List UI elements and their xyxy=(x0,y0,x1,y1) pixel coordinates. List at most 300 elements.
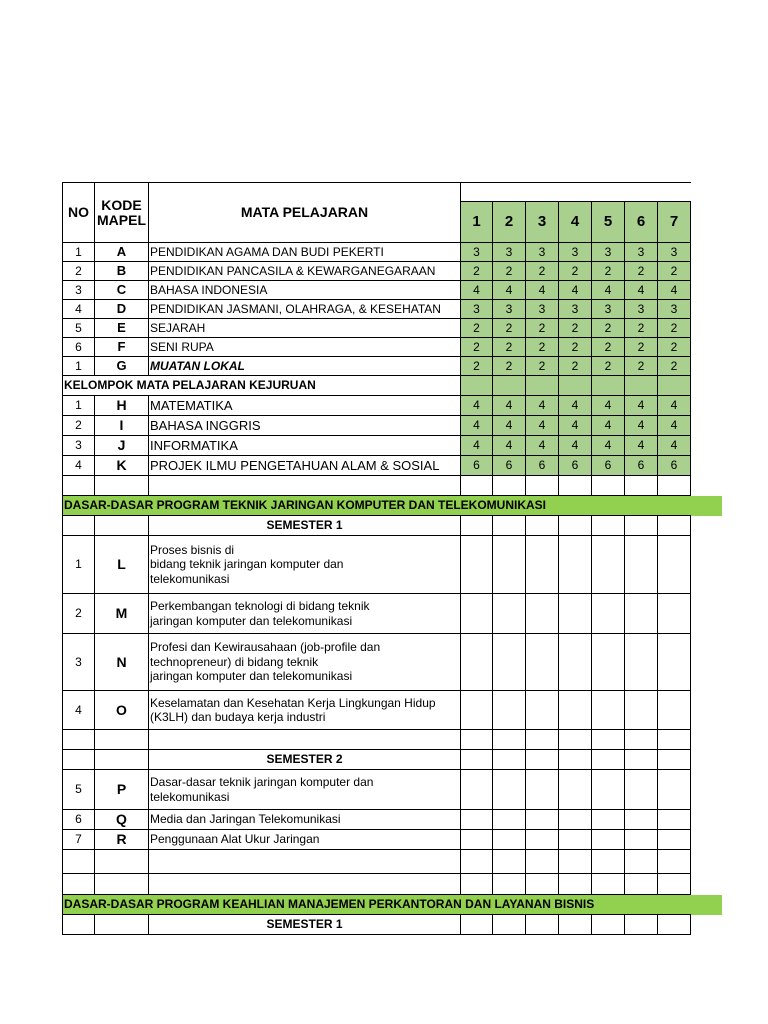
empty-cell xyxy=(461,634,493,691)
jp-value: 4 xyxy=(559,436,592,456)
subject-name: PENDIDIKAN PANCASILA & KEWARGANEGARAAN xyxy=(149,262,461,281)
row-number: 4 xyxy=(63,691,95,730)
jp-value: 2 xyxy=(592,319,625,338)
empty-cell xyxy=(63,516,95,536)
jp-value: 4 xyxy=(461,436,493,456)
empty-cell xyxy=(63,915,95,935)
program-band-row xyxy=(63,496,691,516)
empty-cell xyxy=(658,634,691,691)
empty-cell xyxy=(559,874,592,895)
empty-cell xyxy=(461,874,493,895)
empty-cell xyxy=(658,850,691,874)
subject-row xyxy=(63,634,691,691)
empty-cell xyxy=(493,810,526,830)
subject-name xyxy=(149,536,461,594)
jp-value: 2 xyxy=(625,357,658,376)
mplb-program-title: DASAR-DASAR PROGRAM KEAHLIAN MANAJEMEN PERKANTORAN DAN LAYANAN BISNIS xyxy=(63,895,691,915)
empty-cell xyxy=(625,770,658,810)
empty-cell xyxy=(493,830,526,850)
empty-cell xyxy=(493,850,526,874)
kode-mapel-header xyxy=(95,183,149,243)
empty-cell xyxy=(625,691,658,730)
jp-value: 3 xyxy=(559,243,592,262)
jp-value: 3 xyxy=(559,300,592,319)
empty-cell xyxy=(461,730,493,750)
mapel-label: MAPEL xyxy=(97,211,146,228)
jp-value: 4 xyxy=(526,281,559,300)
jp-value: 3 xyxy=(461,300,493,319)
jp-value: 6 xyxy=(658,456,691,476)
empty-cell xyxy=(493,691,526,730)
kode-mapel: F xyxy=(95,338,149,357)
subject-row xyxy=(63,243,691,262)
empty-cell xyxy=(592,730,625,750)
semester-number-2: 2 xyxy=(493,202,526,243)
empty-cell xyxy=(63,730,95,750)
subject-row xyxy=(63,338,691,357)
subject-name-line: (K3LH) dan budaya kerja industri xyxy=(150,710,326,724)
row-number: 2 xyxy=(63,262,95,281)
subject-name-line: technopreneur) di bidang teknik xyxy=(150,654,319,669)
empty-cell xyxy=(658,376,691,396)
jp-value: 2 xyxy=(526,262,559,281)
empty-cell xyxy=(63,750,95,770)
empty-cell xyxy=(526,770,559,810)
kode-label: KODE xyxy=(101,196,142,213)
subject-name-line: jaringan komputer dan telekomunikasi xyxy=(150,669,353,684)
subject-name-line: Penggunaan Alat Ukur Jaringan xyxy=(150,832,320,847)
jp-value: 2 xyxy=(493,319,526,338)
empty-cell xyxy=(592,850,625,874)
row-number: 1 xyxy=(63,396,95,416)
group-row xyxy=(63,376,691,396)
empty-cell xyxy=(592,634,625,691)
empty-cell xyxy=(592,376,625,396)
empty-cell xyxy=(658,516,691,536)
no-header: NO xyxy=(63,183,95,243)
jp-value: 3 xyxy=(526,300,559,319)
row-number: 7 xyxy=(63,830,95,850)
empty-cell xyxy=(63,476,95,496)
kode-mapel: H xyxy=(95,396,149,416)
blank-row xyxy=(63,476,691,496)
subject-name: MATEMATIKA xyxy=(149,396,461,416)
jp-value: 3 xyxy=(625,243,658,262)
subject-name: INFORMATIKA xyxy=(149,436,461,456)
empty-cell xyxy=(658,770,691,810)
empty-cell xyxy=(493,750,526,770)
jp-value: 4 xyxy=(592,436,625,456)
kode-mapel: O xyxy=(95,691,149,730)
jp-value: 6 xyxy=(461,456,493,476)
empty-cell xyxy=(658,830,691,850)
kode-mapel: B xyxy=(95,262,149,281)
empty-cell xyxy=(493,874,526,895)
jp-value: 3 xyxy=(658,300,691,319)
empty-cell xyxy=(559,634,592,691)
semester-number-4: 4 xyxy=(559,202,592,243)
subject-row xyxy=(63,830,691,850)
empty-cell xyxy=(592,770,625,810)
jp-value: 2 xyxy=(658,262,691,281)
empty-cell xyxy=(526,750,559,770)
jp-value: 4 xyxy=(625,281,658,300)
empty-cell xyxy=(658,915,691,935)
jp-value: 6 xyxy=(559,456,592,476)
empty-cell xyxy=(526,476,559,496)
subject-name: BAHASA INDONESIA xyxy=(149,281,461,300)
empty-cell xyxy=(526,810,559,830)
empty-cell xyxy=(658,810,691,830)
empty-cell xyxy=(559,750,592,770)
kode-mapel: R xyxy=(95,830,149,850)
subject-row xyxy=(63,396,691,416)
row-number: 3 xyxy=(63,634,95,691)
jp-value: 4 xyxy=(559,416,592,436)
jp-value: 4 xyxy=(625,396,658,416)
kejuruan-group-label: KELOMPOK MATA PELAJARAN KEJURUAN xyxy=(63,376,461,396)
jp-value: 4 xyxy=(658,281,691,300)
empty-cell xyxy=(461,750,493,770)
row-number: 2 xyxy=(63,416,95,436)
empty-cell xyxy=(461,536,493,594)
subject-row xyxy=(63,357,691,376)
empty-cell xyxy=(592,536,625,594)
empty-cell xyxy=(526,376,559,396)
program-band-row xyxy=(63,895,691,915)
subject-name-line: Keselamatan dan Kesehatan Kerja Lingkungan Hidup xyxy=(150,695,436,710)
jp-value: 4 xyxy=(493,416,526,436)
kode-mapel: J xyxy=(95,436,149,456)
jp-value: 4 xyxy=(559,281,592,300)
jp-value: 4 xyxy=(526,436,559,456)
empty-cell xyxy=(592,691,625,730)
empty-cell xyxy=(493,594,526,634)
subject-row xyxy=(63,281,691,300)
empty-cell xyxy=(559,476,592,496)
header-row xyxy=(63,183,691,202)
jp-value: 2 xyxy=(559,357,592,376)
empty-cell xyxy=(592,830,625,850)
subject-name-line: Media dan Jaringan Telekomunikasi xyxy=(150,812,341,827)
empty-cell xyxy=(526,516,559,536)
empty-cell xyxy=(493,730,526,750)
jp-value: 4 xyxy=(592,281,625,300)
jp-value: 2 xyxy=(658,319,691,338)
row-number: 4 xyxy=(63,456,95,476)
empty-cell xyxy=(493,476,526,496)
jp-value: 2 xyxy=(493,357,526,376)
empty-cell xyxy=(592,750,625,770)
jp-value: 2 xyxy=(658,338,691,357)
empty-cell xyxy=(559,850,592,874)
empty-cell xyxy=(149,874,461,895)
jp-value: 3 xyxy=(658,243,691,262)
empty-cell xyxy=(149,730,461,750)
jp-value: 2 xyxy=(526,357,559,376)
row-number: 1 xyxy=(63,357,95,376)
empty-cell xyxy=(149,850,461,874)
jp-value: 2 xyxy=(493,338,526,357)
empty-cell xyxy=(95,516,149,536)
kode-mapel: K xyxy=(95,456,149,476)
kode-mapel: Q xyxy=(95,810,149,830)
blank-row xyxy=(63,730,691,750)
row-number: 6 xyxy=(63,338,95,357)
kode-mapel: E xyxy=(95,319,149,338)
row-number: 1 xyxy=(63,243,95,262)
empty-cell xyxy=(526,536,559,594)
empty-cell xyxy=(526,634,559,691)
jp-value: 4 xyxy=(526,396,559,416)
jp-value: 2 xyxy=(559,338,592,357)
row-number: 4 xyxy=(63,300,95,319)
subject-row xyxy=(63,436,691,456)
subject-row xyxy=(63,456,691,476)
empty-cell xyxy=(149,476,461,496)
subject-name-line: Dasar-dasar teknik jaringan komputer dan xyxy=(150,775,374,790)
jp-value: 2 xyxy=(658,357,691,376)
jp-value: 2 xyxy=(625,262,658,281)
kode-mapel: I xyxy=(95,416,149,436)
empty-cell xyxy=(95,915,149,935)
empty-cell xyxy=(493,915,526,935)
empty-cell xyxy=(526,915,559,935)
empty-cell xyxy=(625,376,658,396)
empty-cell xyxy=(63,850,95,874)
subject-name xyxy=(149,830,461,850)
row-number: 3 xyxy=(63,281,95,300)
jp-value: 4 xyxy=(658,416,691,436)
jp-value: 3 xyxy=(625,300,658,319)
empty-cell xyxy=(95,476,149,496)
jp-value: 4 xyxy=(658,396,691,416)
subject-name: PROJEK ILMU PENGETAHUAN ALAM & SOSIAL xyxy=(149,456,461,476)
kode-mapel: D xyxy=(95,300,149,319)
subject-row xyxy=(63,810,691,830)
jp-value: 2 xyxy=(493,262,526,281)
kode-mapel: P xyxy=(95,770,149,810)
empty-cell xyxy=(526,874,559,895)
row-number: 2 xyxy=(63,594,95,634)
semester-number-3: 3 xyxy=(526,202,559,243)
subject-name-line: Proses bisnis di xyxy=(150,542,235,557)
empty-cell xyxy=(461,376,493,396)
jp-value: 2 xyxy=(526,338,559,357)
empty-cell xyxy=(461,516,493,536)
subject-name-line: telekomunikasi xyxy=(150,789,230,804)
jp-value: 3 xyxy=(493,300,526,319)
subject-name xyxy=(149,810,461,830)
empty-cell xyxy=(625,536,658,594)
subject-name-line: Profesi dan Kewirausahaan (job-profile dan xyxy=(150,640,381,655)
jp-value: 3 xyxy=(592,300,625,319)
subject-name xyxy=(149,770,461,810)
row-number: 6 xyxy=(63,810,95,830)
jp-value: 4 xyxy=(493,396,526,416)
row-number: 3 xyxy=(63,436,95,456)
subject-name: MUATAN LOKAL xyxy=(149,357,461,376)
subject-name xyxy=(149,594,461,634)
empty-cell xyxy=(658,594,691,634)
jp-value: 2 xyxy=(461,357,493,376)
empty-cell xyxy=(625,594,658,634)
subject-name xyxy=(149,634,461,691)
semester-number-1: 1 xyxy=(461,202,493,243)
empty-cell xyxy=(493,634,526,691)
jp-value: 2 xyxy=(461,262,493,281)
row-number: 5 xyxy=(63,319,95,338)
empty-cell xyxy=(592,810,625,830)
jp-value: 2 xyxy=(592,357,625,376)
subject-name-line: telekomunikasi xyxy=(150,571,230,586)
empty-cell xyxy=(493,516,526,536)
empty-cell xyxy=(625,476,658,496)
empty-cell xyxy=(461,915,493,935)
subject-row xyxy=(63,319,691,338)
empty-cell xyxy=(625,634,658,691)
jp-value: 2 xyxy=(559,262,592,281)
empty-cell xyxy=(559,691,592,730)
jp-value: 6 xyxy=(493,456,526,476)
empty-cell xyxy=(658,750,691,770)
jp-value: 3 xyxy=(461,243,493,262)
subject-name xyxy=(149,691,461,730)
subject-row xyxy=(63,300,691,319)
jp-value: 6 xyxy=(625,456,658,476)
empty-cell xyxy=(625,730,658,750)
subject-name-line: jaringan komputer dan telekomunikasi xyxy=(150,613,353,628)
empty-cell xyxy=(559,594,592,634)
semester-number-6: 6 xyxy=(625,202,658,243)
kode-mapel: M xyxy=(95,594,149,634)
jp-value: 4 xyxy=(461,281,493,300)
subject-row xyxy=(63,691,691,730)
subject-name: BAHASA INGGRIS xyxy=(149,416,461,436)
semester-row xyxy=(63,516,691,536)
semester-label: SEMESTER 1 xyxy=(149,915,461,935)
blank-row xyxy=(63,850,691,874)
empty-cell xyxy=(461,850,493,874)
jp-value: 2 xyxy=(592,262,625,281)
jp-value: 2 xyxy=(625,319,658,338)
jp-value: 4 xyxy=(493,436,526,456)
empty-cell xyxy=(559,376,592,396)
jp-value: 4 xyxy=(493,281,526,300)
subject-name: PENDIDIKAN JASMANI, OLAHRAGA, & KESEHATAN xyxy=(149,300,461,319)
empty-cell xyxy=(526,830,559,850)
subject-row xyxy=(63,536,691,594)
mata-pelajaran-header: MATA PELAJARAN xyxy=(149,183,461,243)
empty-cell xyxy=(658,536,691,594)
blank-row xyxy=(63,874,691,895)
semester-group-header xyxy=(461,183,691,202)
empty-cell xyxy=(461,594,493,634)
jp-value: 3 xyxy=(493,243,526,262)
jp-value: 3 xyxy=(592,243,625,262)
jp-value: 4 xyxy=(625,416,658,436)
kode-mapel: L xyxy=(95,536,149,594)
empty-cell xyxy=(526,850,559,874)
empty-cell xyxy=(526,691,559,730)
empty-cell xyxy=(493,536,526,594)
semester-label: SEMESTER 1 xyxy=(149,516,461,536)
subject-row xyxy=(63,416,691,436)
jp-value: 2 xyxy=(461,338,493,357)
empty-cell xyxy=(592,476,625,496)
semester-row xyxy=(63,750,691,770)
subject-name: PENDIDIKAN AGAMA DAN BUDI PEKERTI xyxy=(149,243,461,262)
empty-cell xyxy=(625,874,658,895)
empty-cell xyxy=(95,850,149,874)
jp-value: 4 xyxy=(461,416,493,436)
jp-value: 2 xyxy=(592,338,625,357)
empty-cell xyxy=(625,915,658,935)
empty-cell xyxy=(559,915,592,935)
semester-number-7: 7 xyxy=(658,202,691,243)
empty-cell xyxy=(95,730,149,750)
kode-mapel: N xyxy=(95,634,149,691)
empty-cell xyxy=(625,850,658,874)
empty-cell xyxy=(658,874,691,895)
jp-value: 6 xyxy=(526,456,559,476)
jp-value: 2 xyxy=(461,319,493,338)
semester-number-5: 5 xyxy=(592,202,625,243)
jp-value: 4 xyxy=(526,416,559,436)
program-band-extension xyxy=(691,895,723,915)
jp-value: 4 xyxy=(658,436,691,456)
subject-name-line: Perkembangan teknologi di bidang teknik xyxy=(150,599,370,614)
empty-cell xyxy=(95,874,149,895)
tjkt-program-title: DASAR-DASAR PROGRAM TEKNIK JARINGAN KOMPUTER DAN TELEKOMUNIKASI xyxy=(63,496,691,516)
jp-value: 4 xyxy=(592,416,625,436)
empty-cell xyxy=(559,830,592,850)
jp-value: 3 xyxy=(526,243,559,262)
subject-name-line: bidang teknik jaringan komputer dan xyxy=(150,557,344,572)
empty-cell xyxy=(493,376,526,396)
empty-cell xyxy=(559,516,592,536)
empty-cell xyxy=(592,874,625,895)
jp-value: 4 xyxy=(559,396,592,416)
empty-cell xyxy=(63,874,95,895)
empty-cell xyxy=(461,476,493,496)
empty-cell xyxy=(625,810,658,830)
empty-cell xyxy=(559,536,592,594)
jp-value: 4 xyxy=(461,396,493,416)
row-number: 1 xyxy=(63,536,95,594)
empty-cell xyxy=(658,691,691,730)
semester-label: SEMESTER 2 xyxy=(149,750,461,770)
empty-cell xyxy=(625,516,658,536)
kode-mapel: A xyxy=(95,243,149,262)
empty-cell xyxy=(592,516,625,536)
empty-cell xyxy=(592,594,625,634)
empty-cell xyxy=(658,730,691,750)
empty-cell xyxy=(461,830,493,850)
empty-cell xyxy=(526,594,559,634)
empty-cell xyxy=(625,750,658,770)
empty-cell xyxy=(461,770,493,810)
jp-value: 6 xyxy=(592,456,625,476)
empty-cell xyxy=(592,915,625,935)
jp-value: 2 xyxy=(526,319,559,338)
empty-cell xyxy=(559,810,592,830)
jp-value: 2 xyxy=(559,319,592,338)
subject-row xyxy=(63,262,691,281)
program-band-extension xyxy=(691,496,723,516)
empty-cell xyxy=(559,770,592,810)
row-number: 5 xyxy=(63,770,95,810)
